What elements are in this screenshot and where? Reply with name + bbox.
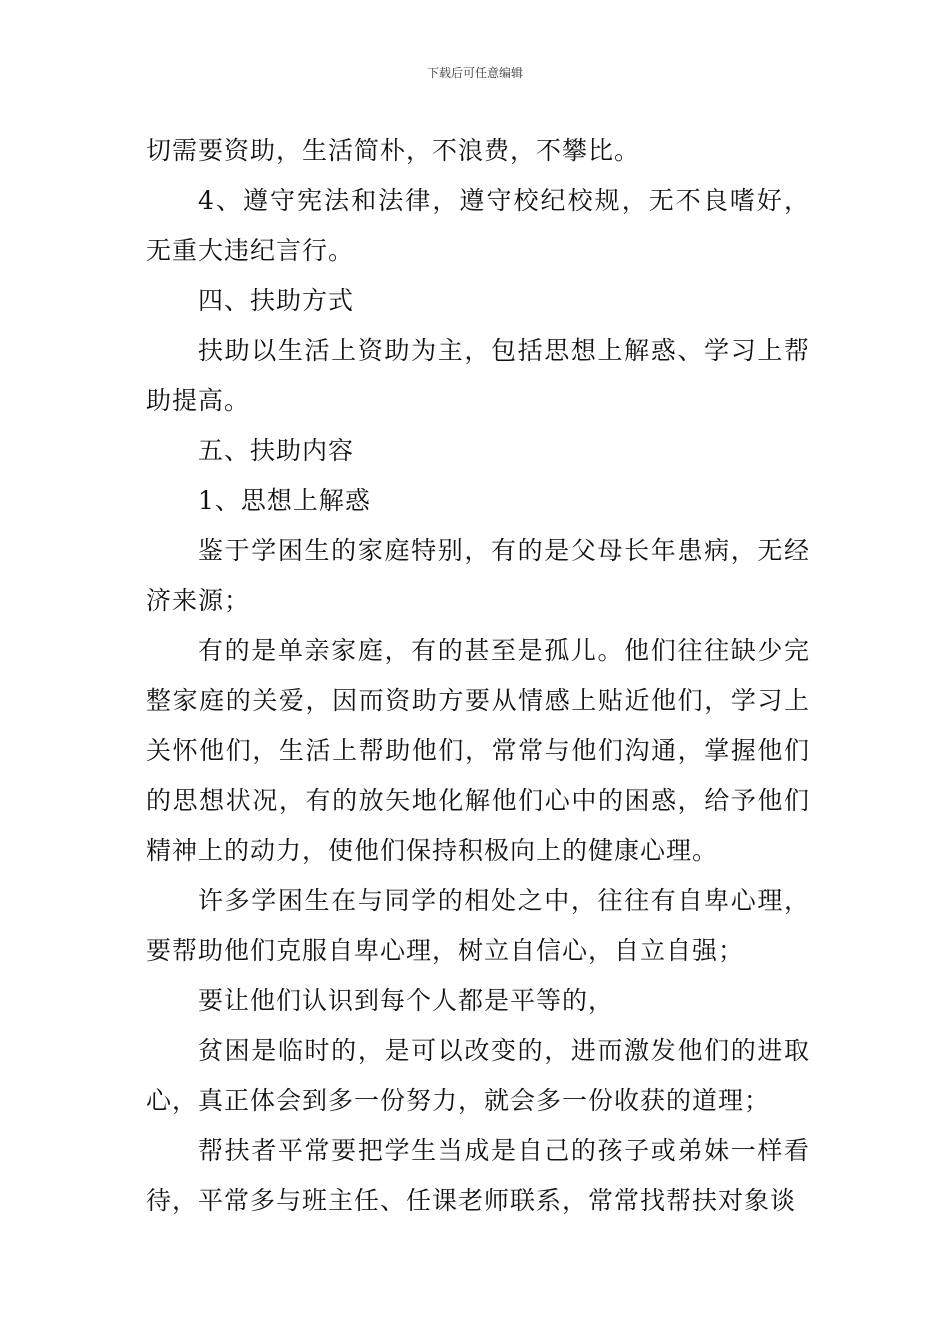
- paragraph-single-parent: 有的是单亲家庭，有的甚至是孤儿。他们往往缺少完整家庭的关爱，因而资助方要从情感上贴近他们，学习上关怀他们，生活上帮助他们，常常与他们沟通，掌握他们的思想状况，有的放矢地化解他们心中的困惑，给予他们精神上的动力，使他们保持积极向上的健康心理。: [146, 636, 810, 865]
- paragraph-support-method: 扶助以生活上资助为主，包括思想上解惑、学习上帮助提高。: [146, 336, 810, 415]
- document-body: [146, 126, 810, 1226]
- section-heading-5: 五、扶助内容: [198, 436, 355, 465]
- paragraph-rule-4: 4、遵守宪法和法律，遵守校纪校规，无不良嗜好，无重大违纪言行。: [146, 186, 810, 265]
- paragraph-family: 鉴于学困生的家庭特别，有的是父母长年患病，无经济来源；: [146, 536, 810, 615]
- paragraph-self-esteem: 许多学困生在与同学的相处之中，往往有自卑心理，要帮助他们克服自卑心理，树立自信心，自立自强；: [146, 886, 810, 965]
- paragraph-continuation: 切需要资助，生活简朴，不浪费，不攀比。: [146, 136, 641, 165]
- subheading-1: 1、思想上解惑: [198, 486, 371, 515]
- section-heading-4: 四、扶助方式: [198, 286, 355, 315]
- paragraph-poverty: 贫困是临时的，是可以改变的，进而激发他们的进取心，真正体会到多一份努力，就会多一份收获的道理；: [146, 1036, 810, 1115]
- paragraph-equality: 要让他们认识到每个人都是平等的，: [198, 986, 615, 1015]
- paragraph-helpers: 帮扶者平常要把学生当成是自己的孩子或弟妹一样看待，平常多与班主任、任课老师联系，常常找帮扶对象谈: [146, 1136, 810, 1215]
- page-header: 下载后可任意编辑: [426, 66, 523, 80]
